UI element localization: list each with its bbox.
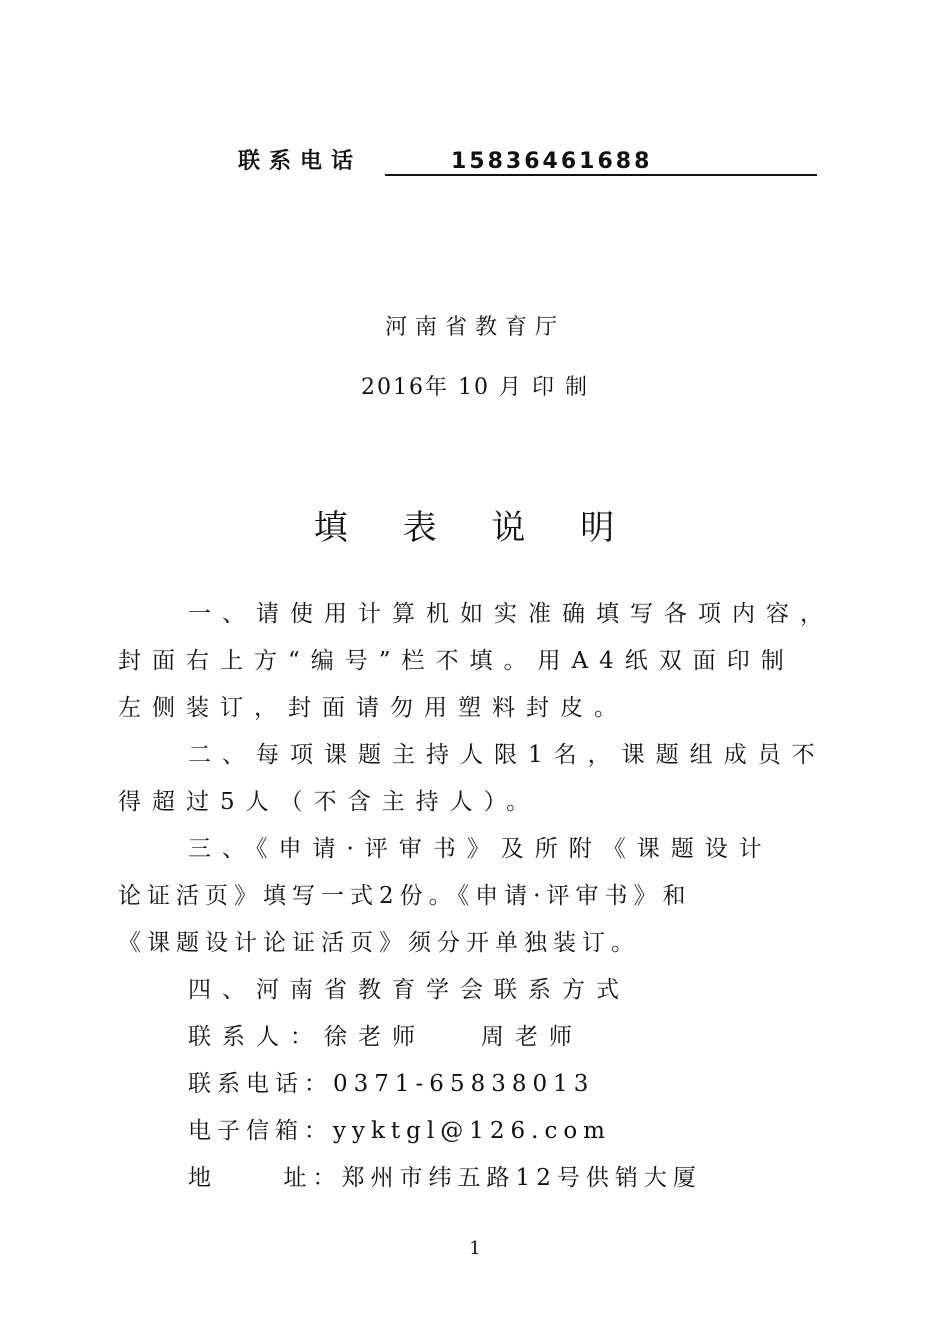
instruction-line-7: 论证活页》填写一式2份。《申请·评审书》和	[118, 883, 692, 909]
instruction-line-3: 左侧装订，封面请勿用塑料封皮。	[118, 695, 628, 721]
contact-email-line: 电子信箱：yyktgl@126.com	[188, 1118, 611, 1144]
print-date: 2016年 10 月 印 制	[361, 375, 589, 400]
page-number: 1	[469, 1238, 481, 1259]
instruction-line-6: 三、《申请·评审书》及所附《课题设计	[188, 836, 773, 862]
instruction-line-8: 《课题设计论证活页》须分开单独装订。	[118, 930, 640, 956]
contact-phone-row	[238, 146, 653, 178]
instruction-line-2: 封面右上方“编号”栏不填。用A4纸双面印制	[118, 648, 795, 674]
contact-phone-label: 联系电话	[238, 149, 363, 174]
instructions-title: 填 表 说 明	[313, 508, 637, 548]
instruction-line-5: 得超过5人（不含主持人）。	[118, 789, 541, 815]
instruction-line-9: 四、河南省教育学会联系方式	[188, 977, 630, 1003]
contact-phone-value: 15836461688	[451, 149, 653, 174]
contact-address-line: 地 址：郑州市纬五路12号供销大厦	[188, 1165, 702, 1191]
instruction-line-4: 二、每项课题主持人限1名，课题组成员不	[188, 742, 826, 768]
contact-person-line: 联系人：徐老师 周老师	[188, 1024, 583, 1050]
contact-phone-line: 联系电话：0371-65838013	[188, 1071, 595, 1097]
contact-phone-underline	[385, 146, 817, 176]
issuing-agency: 河南省教育厅	[384, 315, 565, 340]
instruction-line-1: 一、请使用计算机如实准确填写各项内容，	[188, 601, 834, 627]
